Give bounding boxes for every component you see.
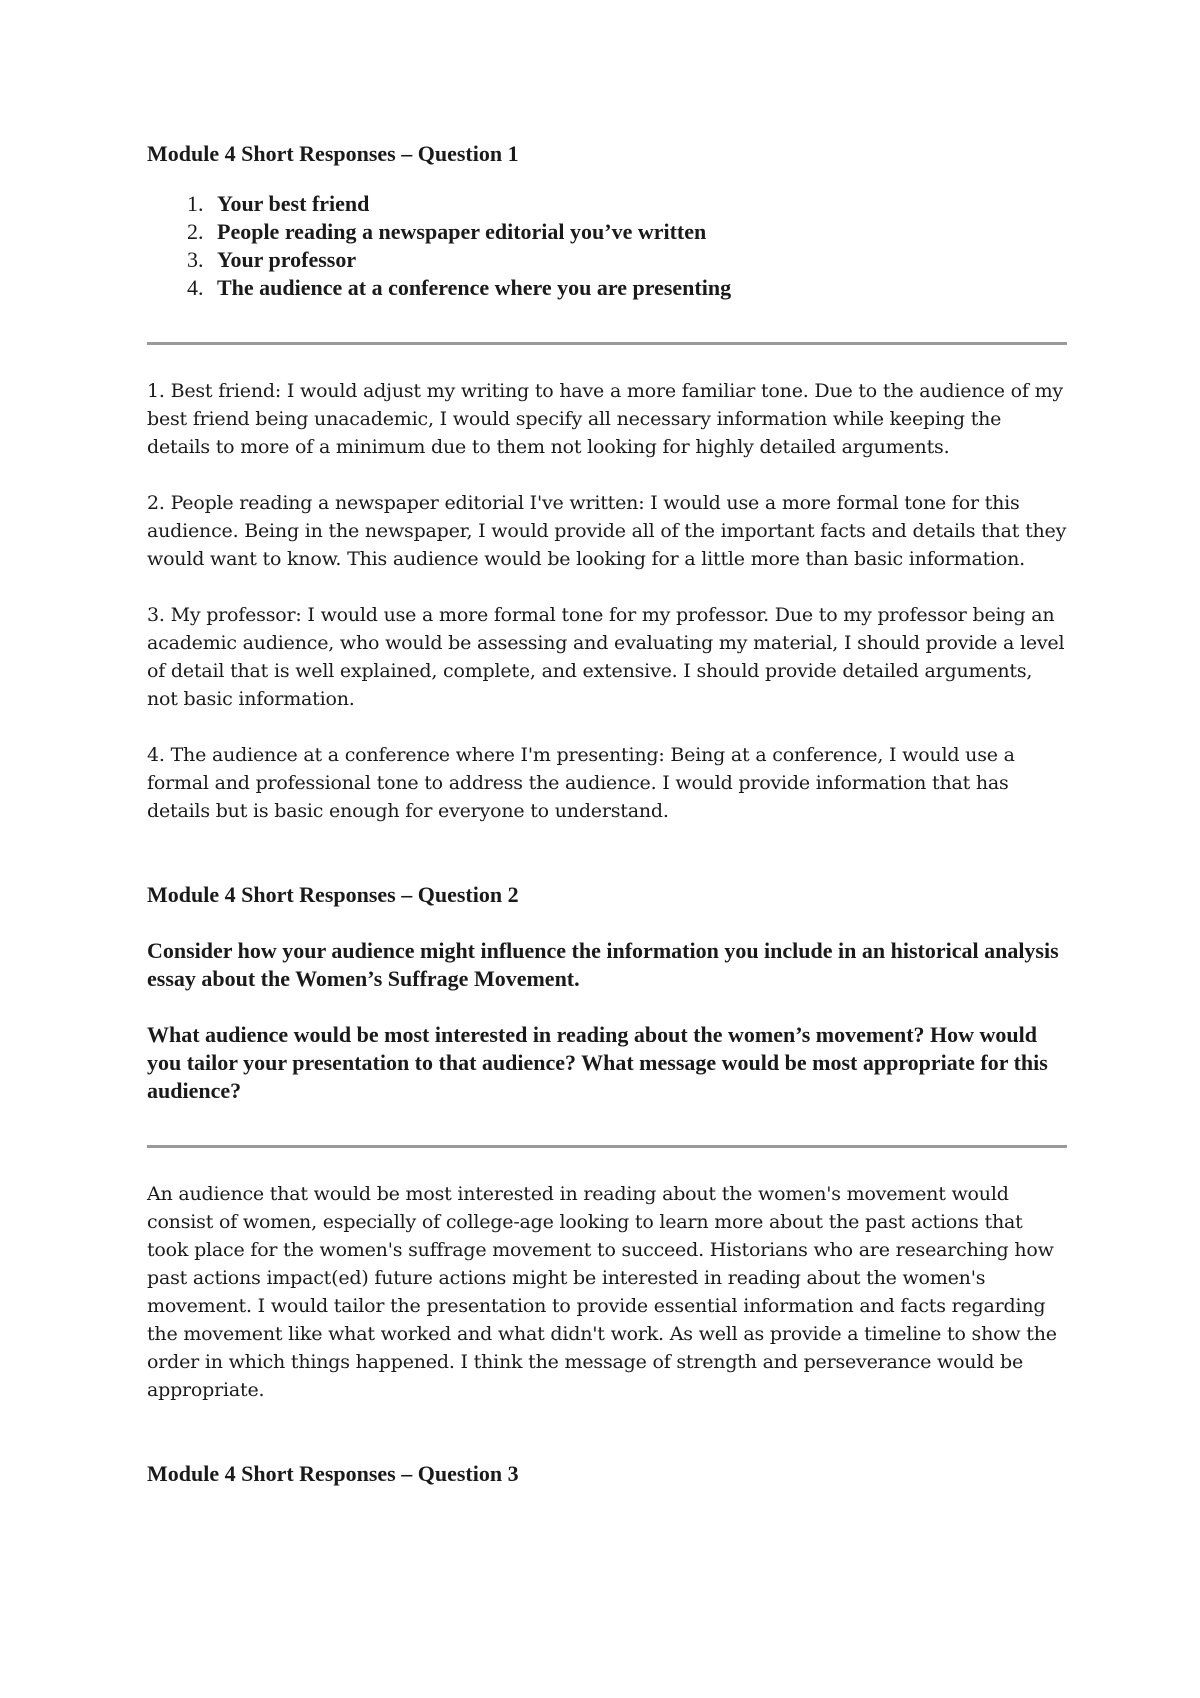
q1-divider [147, 342, 1067, 345]
q2-prompt-1: Consider how your audience might influence the information you include in an historical analysis essay about the Women’s Suffrage Movement. [147, 938, 1059, 991]
list-item: 3. Your professor [187, 247, 357, 272]
q3-heading: Module 4 Short Responses – Question 3 [147, 1461, 519, 1486]
q1-answer-1: 1. Best friend: I would adjust my writing to have a more familiar tone. Due to the audience of my best friend being unacademic, I would specify all necessary information while keeping the details to more of a minimum due to them not looking for highly detailed arguments. [147, 380, 1063, 458]
q2-heading: Module 4 Short Responses – Question 2 [147, 882, 519, 907]
q1-answer-4: 4. The audience at a conference where I'm presenting: Being at a conference, I would use a formal and professional tone to address the audience. I would provide information that has details but is basic enough for everyone to understand. [147, 744, 1015, 822]
document-page [147, 140, 1067, 1488]
q1-answer-3: 3. My professor: I would use a more formal tone for my professor. Due to my professor being an academic audience, who would be assessing and evaluating my material, I should provide a level of detail that is well explained, complete, and extensive. I should provide detailed arguments, not basic information. [147, 604, 1065, 710]
q2-divider [147, 1145, 1067, 1148]
q1-answer-2: 2. People reading a newspaper editorial I've written: I would use a more formal tone for this audience. Being in the newspaper, I would provide all of the important facts and details that they would want to know. This audience would be looking for a little more than basic information. [147, 492, 1067, 570]
list-item: 1. Your best friend [187, 191, 370, 216]
q1-audience-list [147, 190, 1067, 302]
q2-prompt-2: What audience would be most interested in reading about the women’s movement? How would you tailor your presentation to that audience? What message would be most appropriate for this audience? [147, 1022, 1048, 1103]
q1-heading: Module 4 Short Responses – Question 1 [147, 141, 519, 166]
list-item: 4. The audience at a conference where you are presenting [187, 275, 732, 300]
q2-answer: An audience that would be most interested in reading about the women's movement would consist of women, especially of college-age looking to learn more about the past actions that took place for the women's suffrage movement to succeed. Historians who are researching how past actions impact(ed) future actions might be interested in reading about the women's movement. I would tailor the presentation to provide essential information and facts regarding the movement like what worked and what didn't work. As well as provide a timeline to show the order in which things happened. I think the message of strength and perseverance would be appropriate. [147, 1183, 1057, 1401]
list-item: 2. People reading a newspaper editorial you’ve written [187, 219, 707, 244]
